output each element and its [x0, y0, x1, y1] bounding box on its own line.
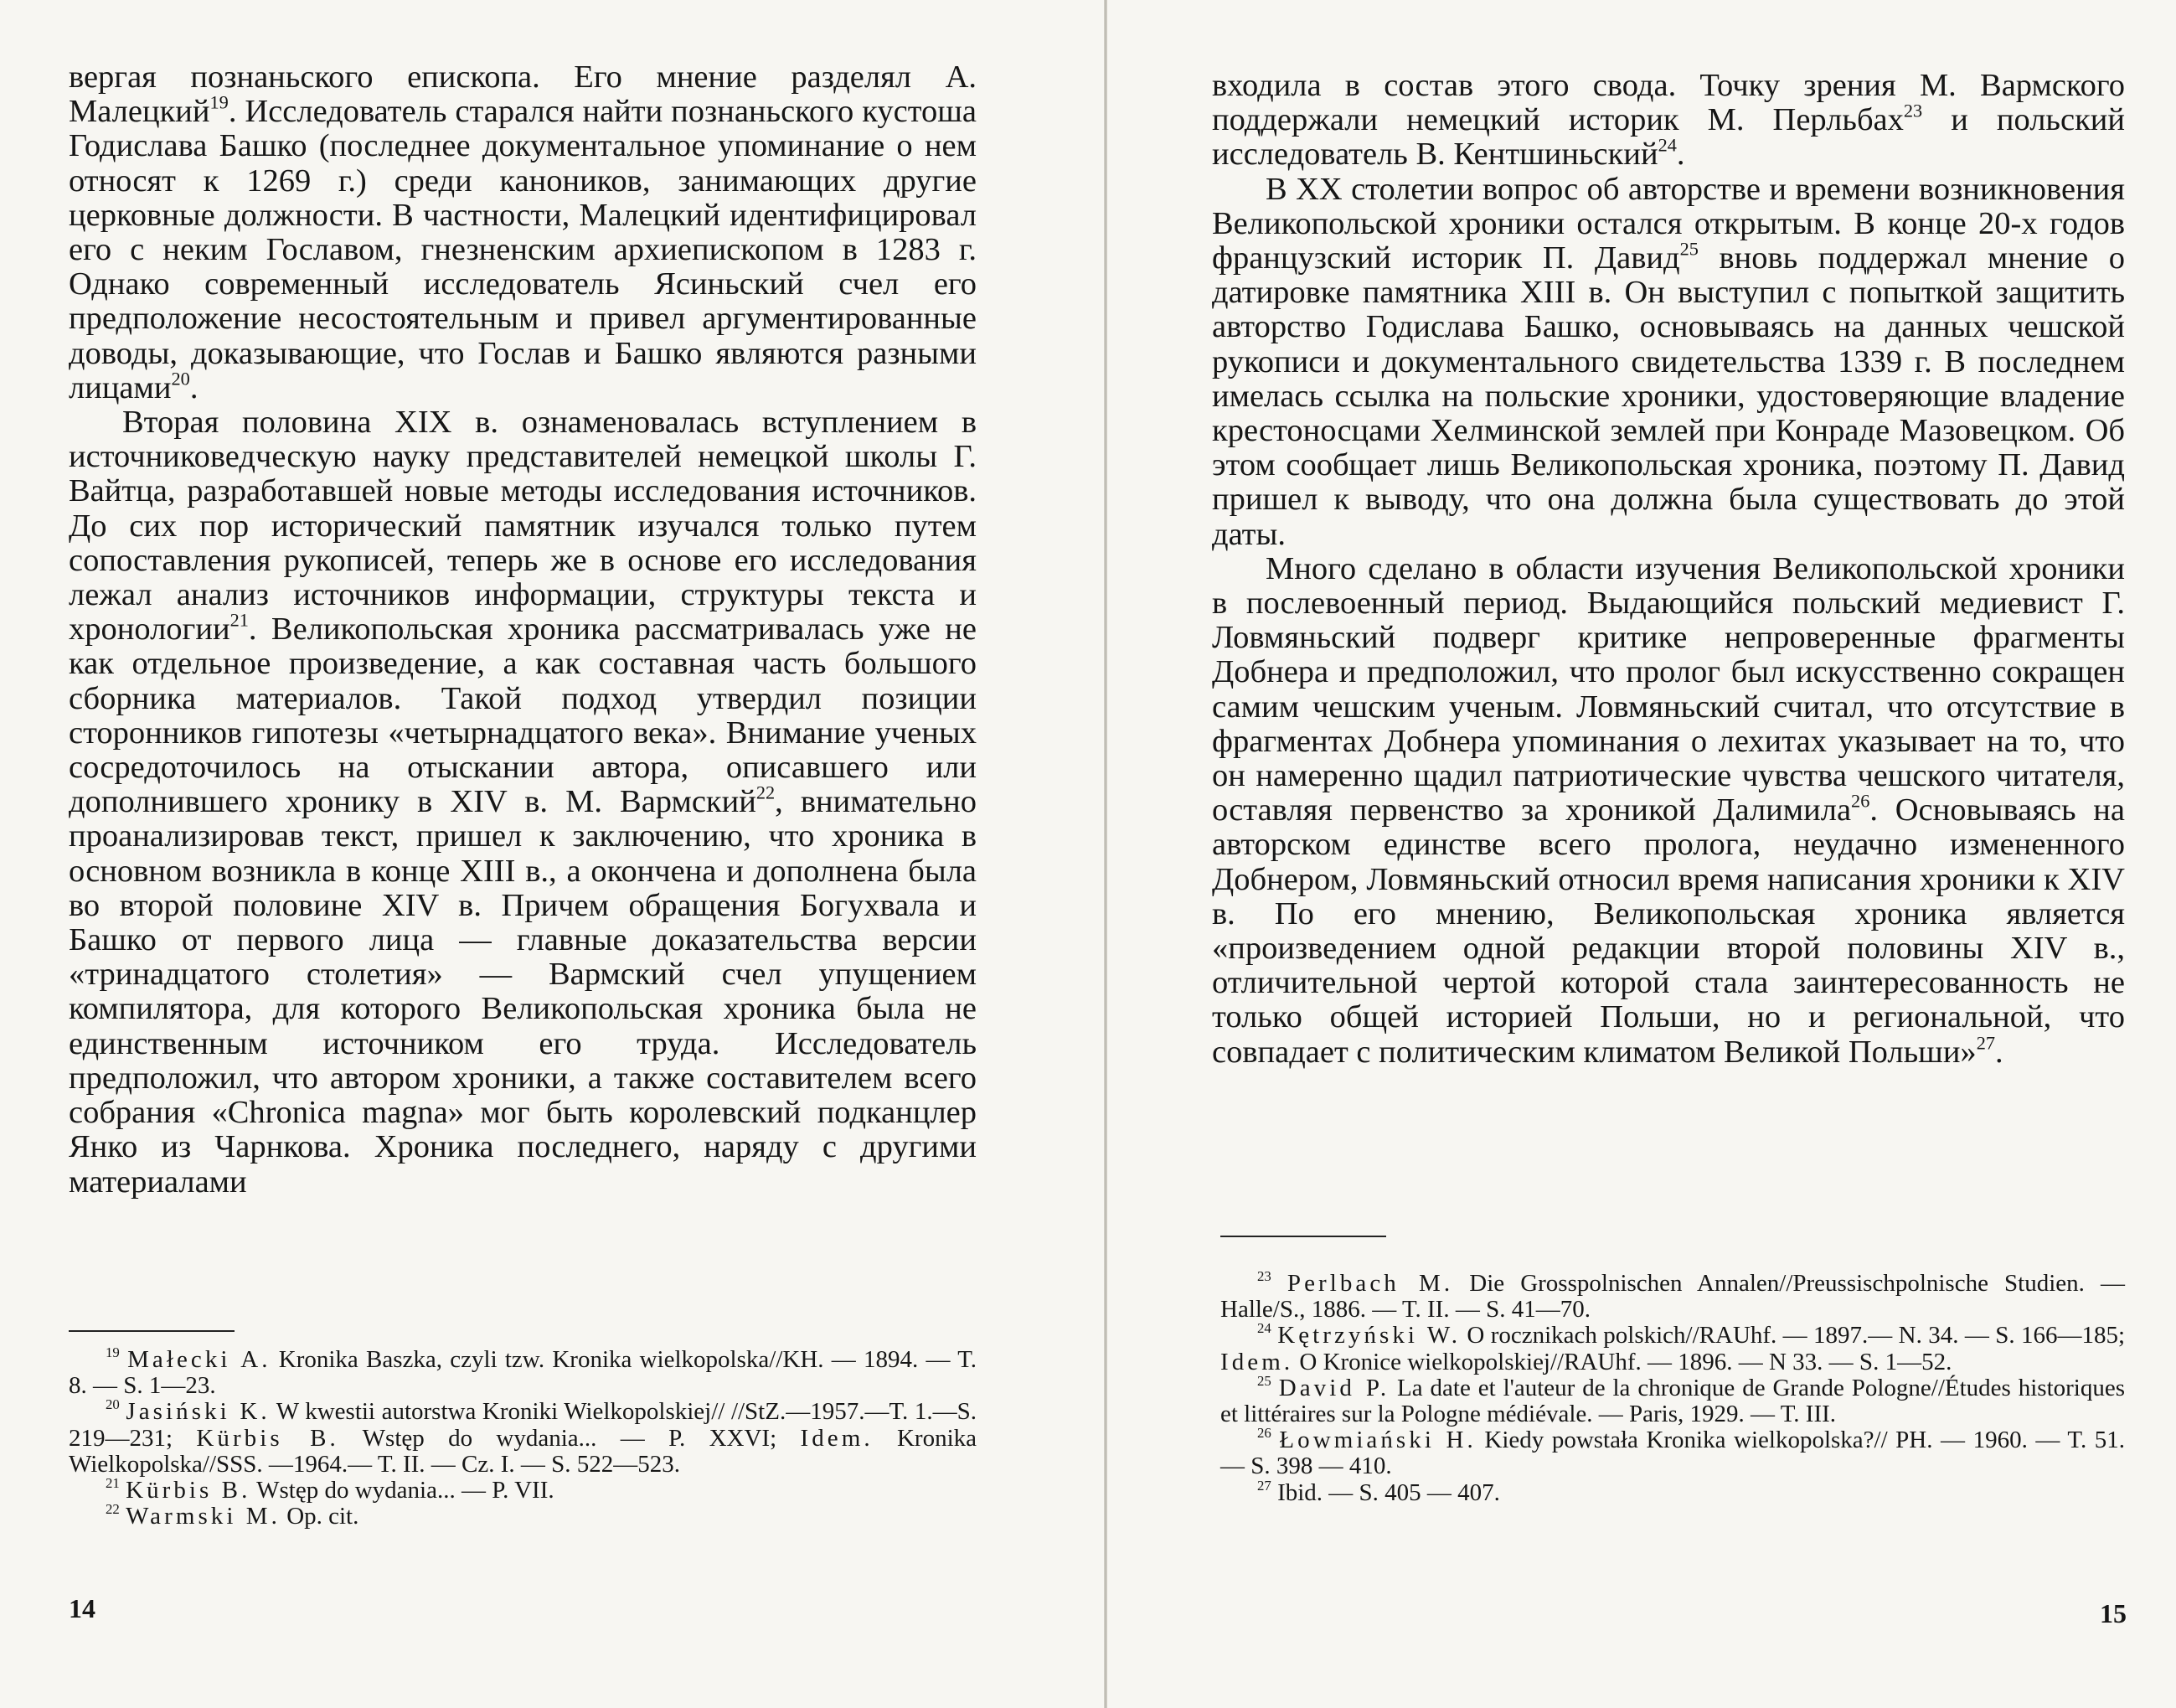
footnote: $^{27}$ Ibid. — S. 405 — 407. [1257, 1477, 1500, 1506]
paragraph: В XX столетии вопрос об авторстве и времени возникновения Великопольской хроники остался открытым. В конце 20-х годов французский историк П. Давид$^{25}$ вновь поддержал мнение о датировке памятника XIII в. Он выступил с попыткой защитить авторство Годислава Башко, основываясь на данных чешской рукописи и документального свидетельства 1339 г. В последнем имелась ссылка на польские хроники, удостоверяющие владение крестоносцами Хелминской землей при Конраде Мазовецком. Об этом сообщает лишь Великопольская хроника, поэтому П. Давид пришел к выводу, что она должна была существовать до этой даты. [1212, 171, 2125, 552]
page-number: 15 [2100, 1598, 2127, 1628]
right-body-text [1212, 69, 2125, 1070]
footnote-ref: 22 [755, 782, 776, 803]
paragraph: Вторая половина XIX в. ознаменовалась вступлением в источниковедческую науку представителей немецкой школы Г. Вайтца, разработавшей новые методы исследования источников. До сих пор исторический памятник изучался только путем сопоставления рукописей, теперь же в основе его исследования лежал анализ источников информации, структуры текста и хронологии$^{21}$. Великопольская хроника рассматривалась уже не как отдельное произведение, а как составная часть большого сборника материалов. Такой подход утвердил позиции сторонников гипотезы «четырнадцатого века». Внимание ученых сосредоточилось на отыскании автора, описавшего или дополнившего хронику в XIV в. М. Вармский$^{22}$, внимательно проанализировав текст, пришел к заключению, что хроника в основном возникла в конце XIII в., а окончена и дополнена была во второй половине XIV в. Причем обращения Богухвала и Башко от первого лица — главные доказательства версии «тринадцатого столетия» — Вармский счел упущением компилятора, для которого Великопольская хроника была не единственным источником его труда. Исследователь предположил, что автором хроники, а также составителем всего собрания «Chronica magna» мог быть королевский подканцлер Янко из Чарнкова. Хроника последнего, наряду с другими материалами [69, 405, 977, 1200]
footnote-ref: 27 [1976, 1032, 1996, 1054]
paragraph: вергая познаньского епископа. Его мнение разделял А. Малецкий$^{19}$. Исследователь старался найти познаньского кустоша Годислава Башко (последнее документальное упоминание о нем относят к 1269 г.) среди каноников, занимающих другие церковные должности. В частности, Малецкий идентифицировал его с неким Гославом, гнезненским архиепископом в 1283 г. Однако современный исследователь Ясиньский счел его предположение несостоятельным и привел аргументированные доводы, доказывающие, что Гослав и Башко являются разными лицами$^{20}$. [69, 59, 977, 405]
footnote-ref: 25 [1679, 238, 1699, 260]
footnote-ref: 23 [1903, 100, 1923, 121]
right-page [1107, 0, 2176, 1708]
footnote-divider [1220, 1236, 1386, 1237]
footnote-ref: 19 [209, 91, 229, 113]
footnote-divider [69, 1330, 235, 1332]
footnote-ref: 20 [171, 368, 190, 390]
footnote: $^{21}$ Kürbis B. Wstęp do wydania... — P. VII. [106, 1475, 554, 1504]
left-body-text [69, 60, 977, 1200]
footnote: $^{22}$ Warmski M. Op. cit. [106, 1501, 359, 1530]
paragraph: Много сделано в области изучения Великопольской хроники в послевоенный период. Выдающийся польский медиевист Г. Ловмяньский подверг критике непроверенные фрагменты Добнера и предположил, что пролог был искусственно сокращен самим чешским ученым. Ловмяньский считал, что отсутствие в фрагментах Добнера упоминания о лехитах указывает на то, что он намеренно щадил патриотические чувства чешского читателя, оставляя первенство за хроникой Далимила$^{26}$. Основываясь на авторском единстве всего пролога, неудачно измененного Добнером, Ловмяньский относил время написания хроники к XIV в. По его мнению, Великопольская хроника является «произведением одной редакции второй половины XIV в., отличительной чертой которой стала заинтересованность не только общей историей Польши, но и региональной, что совпадает с политическим климатом Великой Польши»$^{27}$. [1212, 550, 2125, 1070]
footnote: $^{26}$ Łowmiański H. Kiedy powstała Kronika wielkopolska?// PH. — 1960. — T. 51. — S. 398 — 410. [1220, 1425, 2125, 1480]
footnote-ref: 26 [1851, 790, 1870, 812]
right-footnotes [1220, 1268, 2126, 1506]
page-number: 14 [69, 1593, 95, 1623]
left-footnotes [69, 1344, 977, 1530]
footnote: $^{19}$ Małecki A. Kronika Baszka, czyli tzw. Kronika wielkopolska//KH. — 1894. — T. 8. — S. 1—23. [69, 1344, 977, 1400]
footnote: $^{24}$ Kętrzyński W. O rocznikach polskich//RAUhf. — 1897.— N. 34. — S. 166—185; Idem. O Kronice wielkopolskiej//RAUhf. — 1896. — N 33. — S. 1—52. [1220, 1320, 2126, 1375]
footnote: $^{23}$ Perlbach M. Die Grosspolnischen Annalen//Preussischpolnische Studien. — Halle/S., 1886. — T. II. — S. 41—70. [1220, 1268, 2126, 1324]
paragraph: входила в состав этого свода. Точку зрения М. Вармского поддержали немецкий историк М. Перльбах$^{23}$ и польский исследователь В. Кентшиньский$^{24}$. [1212, 68, 2125, 173]
footnote-ref: 24 [1658, 134, 1677, 156]
footnote: $^{20}$ Jasiński K. W kwestii autorstwa Kroniki Wielkopolskiej// //StZ.—1957.—T. 1.—S. 219—231; Kürbis B. Wstęp do wydania... — P. XXVI; Idem. Kronika Wielkopolska//SSS. —1964.— T. II. — Cz. I. — S. 522—523. [69, 1396, 977, 1478]
footnote: $^{25}$ David P. La date et l'auteur de la chronique de Grande Pologne//Études historiques et littéraires sur la Pologne médiévale. — Paris, 1929. — T. III. [1220, 1373, 2125, 1428]
footnote-ref: 21 [229, 609, 249, 631]
